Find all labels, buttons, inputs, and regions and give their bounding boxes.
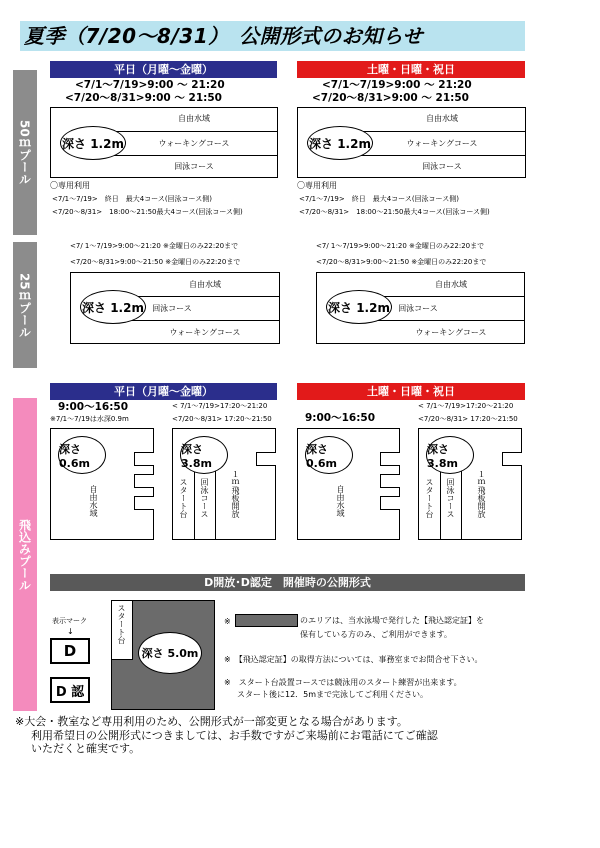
dive-weekday-note: ※7/1～7/19は水深0.9m bbox=[50, 415, 129, 423]
p50-weekend-hours2: <7/20～8/31>9:00 ～ 21:50 bbox=[312, 92, 469, 104]
p25-right-note1: <7/ 1～7/19>9:00～21:20 ※金曜日のみ22:20まで bbox=[316, 242, 485, 250]
start-block-label: スタート台 bbox=[425, 478, 434, 518]
lane-swim: 回泳コース bbox=[398, 304, 438, 313]
start-block-label: スタート台 bbox=[117, 604, 126, 644]
depth-label: 深さ 1.2m bbox=[60, 126, 126, 160]
private-note2: <7/20～8/31> 18:00～21:50最大4コース(回泳コース側) bbox=[299, 208, 490, 216]
side-label-50m: 50ｍプール bbox=[13, 70, 37, 235]
private-use: 〇専用利用 bbox=[50, 181, 90, 190]
depth-label: 深さ 3.8m bbox=[180, 436, 228, 474]
p50-weekend-header: 土曜・日曜・祝日 bbox=[297, 61, 525, 78]
private-note1: <7/1～7/19> 終日 最大4コース(回泳コース側) bbox=[299, 195, 459, 203]
side-label-25m: 25ｍプール bbox=[13, 242, 37, 368]
free-area-label: 自由水域 bbox=[336, 485, 345, 517]
dive-weekend-header: 土曜・日曜・祝日 bbox=[297, 383, 525, 400]
lane-free: 自由水域 bbox=[435, 280, 467, 289]
depth-label: 深さ 3.8m bbox=[426, 436, 474, 474]
p50-weekday-header: 平日（月曜～金曜） bbox=[50, 61, 277, 78]
free-area-label: 自由水域 bbox=[89, 485, 98, 517]
dive-weekday-hours: 9:00～16:50 bbox=[58, 401, 129, 413]
footer-line2: 利用希望日の公開形式につきましては、お手数ですがご来場前にお電話にてご確認 bbox=[31, 729, 438, 742]
dive-weekday-header: 平日（月曜～金曜） bbox=[50, 383, 277, 400]
ref-mark: ※ bbox=[224, 617, 231, 626]
p25-left-note1: <7/ 1～7/19>9:00～21:20 ※金曜日のみ22:20まで bbox=[70, 242, 239, 250]
lane-walk: ウォーキングコース bbox=[169, 328, 241, 337]
dive-weekend-t1: < 7/1～7/19>17:20～21:20 bbox=[418, 402, 514, 410]
swim-course-label: 回泳コース bbox=[446, 478, 455, 518]
lane-walk: ウォーキングコース bbox=[415, 328, 487, 337]
dive-weekend-t2: <7/20～8/31> 17:20～21:50 bbox=[418, 415, 518, 423]
p25-left-note2: <7/20～8/31>9:00～21:50 ※金曜日のみ22:20まで bbox=[70, 258, 241, 266]
lane-free: 自由水域 bbox=[189, 280, 221, 289]
p25-right-note2: <7/20～8/31>9:00～21:50 ※金曜日のみ22:20まで bbox=[316, 258, 487, 266]
mark-label: 表示マーク bbox=[52, 617, 87, 625]
d-section-header: D開放･D認定 開催時の公開形式 bbox=[50, 574, 525, 591]
private-use: 〇専用利用 bbox=[297, 181, 337, 190]
dive-weekend-hours: 9:00～16:50 bbox=[305, 412, 376, 424]
p50-weekend-hours1: <7/1～7/19>9:00 ～ 21:20 bbox=[322, 79, 472, 91]
info3b: スタート後に12．5mまで完泳してご利用ください。 bbox=[237, 690, 429, 699]
lane-walk: ウォーキングコース bbox=[406, 139, 478, 148]
page-title: 夏季（7/20～8/31） 公開形式のお知らせ bbox=[20, 21, 525, 51]
depth-label: 深さ 0.6m bbox=[305, 436, 353, 474]
start-block-label: スタート台 bbox=[179, 478, 188, 518]
dive-weekday-t2: <7/20～8/31> 17:20～21:50 bbox=[172, 415, 272, 423]
info3a: ※ スタート台設置コースでは競泳用のスタート練習が出来ます。 bbox=[224, 678, 462, 687]
badge-d: D bbox=[50, 638, 90, 664]
footer-line3: いただくと確実です。 bbox=[31, 742, 141, 755]
dive-weekday-t1: < 7/1～7/19>17:20～21:20 bbox=[172, 402, 268, 410]
lane-free: 自由水域 bbox=[178, 114, 210, 123]
springboard-label: １ｍ飛板開放 bbox=[477, 470, 486, 518]
restricted-area-swatch bbox=[235, 614, 298, 627]
lane-swim: 回泳コース bbox=[152, 304, 192, 313]
private-note1: <7/1～7/19> 終日 最大4コース(回泳コース側) bbox=[52, 195, 212, 203]
side-label-diving: 飛込みプール bbox=[13, 398, 37, 711]
p50-weekday-hours2: <7/20～8/31>9:00 ～ 21:50 bbox=[65, 92, 222, 104]
depth-label: 深さ 5.0m bbox=[138, 632, 202, 674]
swim-course-label: 回泳コース bbox=[200, 478, 209, 518]
depth-label: 深さ 1.2m bbox=[326, 290, 392, 324]
footer-line1: ※大会・教室など専用利用のため、公開形式が一部変更となる場合があります。 bbox=[15, 715, 408, 728]
depth-label: 深さ 1.2m bbox=[307, 126, 373, 160]
p50-weekday-hours1: <7/1～7/19>9:00 ～ 21:20 bbox=[75, 79, 225, 91]
info1b: 保有している方のみ、ご利用ができます。 bbox=[300, 630, 452, 639]
info2: ※ 【飛込認定証】の取得方法については、事務室までお問合せ下さい。 bbox=[224, 655, 483, 664]
info1a: のエリアは、当水泳場で発行した【飛込認定証】を bbox=[300, 616, 484, 625]
depth-label: 深さ 1.2m bbox=[80, 290, 146, 324]
badge-d-certified: D 認 bbox=[50, 677, 90, 703]
lane-swim: 回泳コース bbox=[174, 162, 214, 171]
private-note2: <7/20～8/31> 18:00～21:50最大4コース(回泳コース側) bbox=[52, 208, 243, 216]
depth-label: 深さ 0.6m bbox=[58, 436, 106, 474]
arrow-down-icon: ↓ bbox=[67, 627, 74, 636]
lane-free: 自由水域 bbox=[426, 114, 458, 123]
lane-walk: ウォーキングコース bbox=[158, 139, 230, 148]
springboard-label: １ｍ飛板開放 bbox=[231, 470, 240, 518]
lane-swim: 回泳コース bbox=[422, 162, 462, 171]
